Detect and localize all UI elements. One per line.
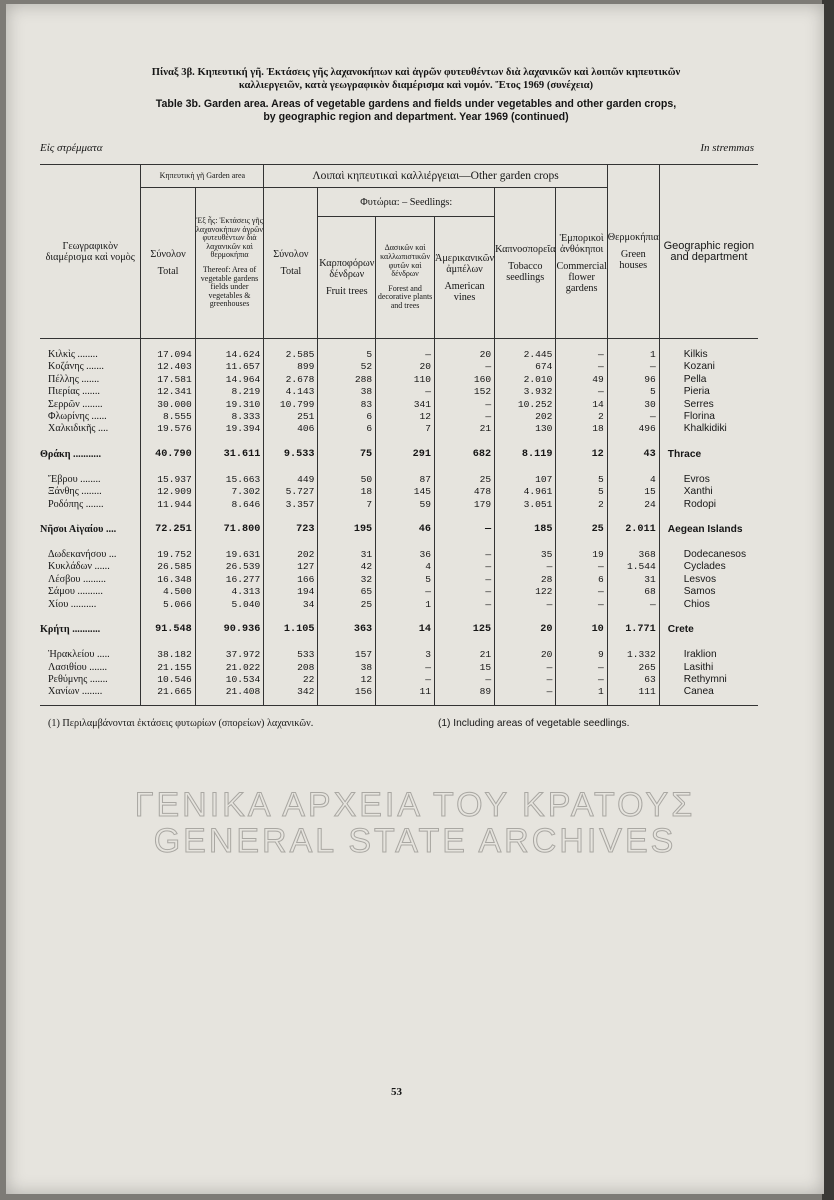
cell-vines: — — [434, 574, 494, 586]
cell-green: 96 — [607, 374, 659, 386]
table-row — [40, 361, 758, 373]
cell-total: 21.665 — [141, 686, 195, 698]
cell-forest: 7 — [376, 423, 435, 435]
cell-thereof: 21.408 — [195, 686, 264, 698]
row-name-english: Serres — [659, 399, 758, 411]
col-flower-gardens: Ἐμπορικοὶ ἀνθόκηποι Commercial flower gardens — [556, 188, 607, 339]
cell-fruit: 6 — [318, 423, 376, 435]
row-name-greek: Θράκη ........... — [40, 448, 102, 460]
cell-green: 43 — [607, 444, 659, 466]
cell-vines: — — [434, 586, 494, 598]
row-name-greek: Νῆσοι Αἰγαίου .... — [40, 524, 117, 536]
cell-forest: 145 — [376, 486, 435, 498]
cell-vines: 15 — [434, 662, 494, 674]
cell-tobacco: 20 — [495, 649, 556, 661]
row-name-greek: Χαλκιδικῆς .... — [48, 423, 109, 435]
row-name-greek: Ἡρακλείου ..... — [48, 649, 110, 661]
cell-fruit: 156 — [318, 686, 376, 698]
row-name-english: Khalkidiki — [659, 423, 758, 435]
cell-fruit: 7 — [318, 499, 376, 511]
cell-vines: — — [434, 549, 494, 561]
cell-fruit: 288 — [318, 374, 376, 386]
row-name-greek: Ἔβρου ........ — [48, 473, 101, 485]
row-name-greek: Χίου .......... — [48, 598, 97, 610]
cell-green: 111 — [607, 686, 659, 698]
cell-green: 15 — [607, 486, 659, 498]
cell-tobacco: 20 — [495, 619, 556, 641]
cell-tobacco: 35 — [495, 549, 556, 561]
unit-greek: Εἰς στρέμματα — [40, 142, 103, 154]
watermark-english: GENERAL STATE ARCHIVES — [153, 822, 677, 860]
cell-ototal: 194 — [264, 586, 318, 598]
table-row — [40, 549, 758, 561]
cell-tobacco: 28 — [495, 574, 556, 586]
table-row — [40, 486, 758, 498]
cell-ototal: 899 — [264, 361, 318, 373]
cell-flower: 14 — [556, 399, 607, 411]
cell-forest: — — [376, 349, 435, 361]
cell-ototal: 10.799 — [264, 399, 318, 411]
cell-total: 17.581 — [141, 374, 195, 386]
cell-fruit: 52 — [318, 361, 376, 373]
scanned-page — [6, 4, 824, 1194]
cell-thereof: 90.936 — [195, 619, 264, 641]
cell-vines: 478 — [434, 486, 494, 498]
cell-tobacco: 202 — [495, 411, 556, 423]
cell-forest: — — [376, 586, 435, 598]
cell-tobacco: 3.932 — [495, 386, 556, 398]
col-tobacco: Καπνοσπορεῖα Tobacco seedlings — [495, 188, 556, 339]
table-row — [40, 599, 758, 611]
cell-thereof: 37.972 — [195, 649, 264, 661]
cell-green: 1 — [607, 349, 659, 361]
row-name-english: Rodopi — [659, 499, 758, 511]
row-name-english: Evros — [659, 474, 758, 486]
table-row — [40, 423, 758, 435]
cell-fruit: 32 — [318, 574, 376, 586]
cell-thereof: 15.663 — [195, 474, 264, 486]
cell-flower: 2 — [556, 499, 607, 511]
cell-vines: — — [434, 519, 494, 541]
cell-tobacco: 130 — [495, 423, 556, 435]
row-name-greek: Λασιθίου ....... — [48, 661, 108, 673]
cell-thereof: 8.333 — [195, 411, 264, 423]
page-number: 53 — [391, 1086, 402, 1098]
cell-ototal: 533 — [264, 649, 318, 661]
cell-green: 30 — [607, 399, 659, 411]
table-row — [40, 349, 758, 361]
col-american-vines: Ἀμερικανικῶν ἀμπέλων American vines — [434, 217, 494, 339]
cell-thereof: 4.313 — [195, 586, 264, 598]
cell-fruit: 6 — [318, 411, 376, 423]
col-greenhouses: Θερμοκήπια Green houses — [607, 165, 659, 339]
row-name-english: Kilkis — [659, 349, 758, 361]
cell-vines: — — [434, 599, 494, 611]
cell-ototal: 9.533 — [264, 444, 318, 466]
cell-total: 21.155 — [141, 662, 195, 674]
region-row — [40, 619, 758, 641]
cell-tobacco: 10.252 — [495, 399, 556, 411]
cell-fruit: 18 — [318, 486, 376, 498]
cell-forest: 4 — [376, 561, 435, 573]
cell-total: 12.909 — [141, 486, 195, 498]
title-greek-line-2: καλλιεργειῶν, κατὰ γεωγραφικὸν διαμέρισμα καὶ νομόν. Ἔτος 1969 (συνέχεια) — [238, 80, 594, 91]
cell-forest: 12 — [376, 411, 435, 423]
cell-vines: 21 — [434, 649, 494, 661]
cell-flower: — — [556, 361, 607, 373]
row-name-english: Lasithi — [659, 662, 758, 674]
cell-thereof: 5.040 — [195, 599, 264, 611]
row-name-greek: Κοζάνης ....... — [48, 361, 104, 373]
cell-tobacco: 3.051 — [495, 499, 556, 511]
cell-total: 17.094 — [141, 349, 195, 361]
cell-thereof: 19.310 — [195, 399, 264, 411]
row-name-english: Pella — [659, 374, 758, 386]
cell-ototal: 251 — [264, 411, 318, 423]
cell-flower: 1 — [556, 686, 607, 698]
cell-total: 11.944 — [141, 499, 195, 511]
cell-ototal: 342 — [264, 686, 318, 698]
cell-ototal: 4.143 — [264, 386, 318, 398]
cell-fruit: 42 — [318, 561, 376, 573]
cell-flower: 12 — [556, 444, 607, 466]
cell-flower: 6 — [556, 574, 607, 586]
table-row — [40, 474, 758, 486]
cell-forest: 11 — [376, 686, 435, 698]
cell-thereof: 11.657 — [195, 361, 264, 373]
cell-green: 4 — [607, 474, 659, 486]
row-name-english: Kozani — [659, 361, 758, 373]
cell-vines: 89 — [434, 686, 494, 698]
cell-green: 68 — [607, 586, 659, 598]
cell-thereof: 71.800 — [195, 519, 264, 541]
cell-fruit: 65 — [318, 586, 376, 598]
cell-tobacco: — — [495, 599, 556, 611]
cell-forest: 3 — [376, 649, 435, 661]
row-name-english: Dodecanesos — [659, 549, 758, 561]
cell-green: 24 — [607, 499, 659, 511]
cell-forest: 291 — [376, 444, 435, 466]
row-name-greek: Φλωρίνης ...... — [48, 411, 107, 423]
cell-thereof: 8.646 — [195, 499, 264, 511]
cell-tobacco: — — [495, 561, 556, 573]
row-name-english: Samos — [659, 586, 758, 598]
footnote-english: (1) Including areas of vegetable seedlings. — [438, 718, 630, 729]
cell-ototal: 2.678 — [264, 374, 318, 386]
cell-thereof: 21.022 — [195, 662, 264, 674]
cell-thereof: 10.534 — [195, 674, 264, 686]
cell-flower: — — [556, 674, 607, 686]
col-region-greek: Γεωγραφικὸν διαμέρισμα καὶ νομὸς — [40, 165, 141, 339]
cell-flower: — — [556, 662, 607, 674]
cell-total: 5.066 — [141, 599, 195, 611]
cell-thereof: 19.631 — [195, 549, 264, 561]
cell-vines: — — [434, 399, 494, 411]
table-row — [40, 686, 758, 698]
table-row — [40, 662, 758, 674]
cell-forest: 36 — [376, 549, 435, 561]
cell-fruit: 31 — [318, 549, 376, 561]
cell-tobacco: 8.119 — [495, 444, 556, 466]
cell-fruit: 38 — [318, 386, 376, 398]
title-english-line-1: Table 3b. Garden area. Areas of vegetable gardens and fields under vegetables and other garden crops, — [155, 98, 677, 110]
cell-total: 72.251 — [141, 519, 195, 541]
cell-total: 12.341 — [141, 386, 195, 398]
cell-total: 19.752 — [141, 549, 195, 561]
cell-total: 10.546 — [141, 674, 195, 686]
cell-total: 30.000 — [141, 399, 195, 411]
cell-green: 1.332 — [607, 649, 659, 661]
cell-vines: 160 — [434, 374, 494, 386]
cell-vines: 682 — [434, 444, 494, 466]
cell-flower: 18 — [556, 423, 607, 435]
cell-ototal: 449 — [264, 474, 318, 486]
watermark-greek: ΓΕΝΙΚΑ ΑΡΧΕΙΑ ΤΟΥ ΚΡΑΤΟΥΣ — [134, 786, 696, 824]
footnote-greek: (1) Περιλαμβάνονται ἐκτάσεις φυτωρίων (σπορείων) λαχανικῶν. — [48, 718, 314, 729]
row-name-english: Pieria — [659, 386, 758, 398]
cell-total: 15.937 — [141, 474, 195, 486]
region-row — [40, 444, 758, 466]
cell-ototal: 5.727 — [264, 486, 318, 498]
cell-forest: — — [376, 674, 435, 686]
cell-forest: 1 — [376, 599, 435, 611]
cell-forest: 5 — [376, 574, 435, 586]
table-row — [40, 586, 758, 598]
col-total: Σύνολον Total — [141, 188, 195, 339]
row-name-greek: Λέσβου ......... — [48, 573, 106, 585]
cell-fruit: 12 — [318, 674, 376, 686]
cell-fruit: 157 — [318, 649, 376, 661]
table-row — [40, 499, 758, 511]
cell-tobacco: 4.961 — [495, 486, 556, 498]
row-name-english: Crete — [659, 619, 758, 641]
col-region-english: Geographic region and department — [659, 165, 758, 339]
cell-green: 2.011 — [607, 519, 659, 541]
cell-ototal: 1.105 — [264, 619, 318, 641]
cell-flower: — — [556, 561, 607, 573]
cell-total: 19.576 — [141, 423, 195, 435]
cell-forest: 87 — [376, 474, 435, 486]
cell-flower: 25 — [556, 519, 607, 541]
cell-fruit: 75 — [318, 444, 376, 466]
cell-ototal: 127 — [264, 561, 318, 573]
table-row — [40, 561, 758, 573]
row-name-english: Florina — [659, 411, 758, 423]
cell-flower: 49 — [556, 374, 607, 386]
cell-tobacco: — — [495, 674, 556, 686]
title-greek-line-1: Πίναξ 3β. Κηπευτική γῆ. Ἐκτάσεις γῆς λαχανοκήπων καὶ ἀγρῶν φυτευθέντων διὰ λαχανικῶν καὶ λοιπῶν κηπευτικῶν — [151, 67, 681, 78]
row-name-greek: Ροδόπης ....... — [48, 498, 104, 510]
row-name-english: Canea — [659, 686, 758, 698]
col-other-crops: Λοιπαὶ κηπευτικαὶ καλλιέργειαι—Other garden crops — [264, 165, 607, 188]
cell-green: 368 — [607, 549, 659, 561]
row-name-english: Iraklion — [659, 649, 758, 661]
cell-tobacco: 107 — [495, 474, 556, 486]
table-row — [40, 374, 758, 386]
cell-ototal: 202 — [264, 549, 318, 561]
row-name-greek: Σάμου .......... — [48, 586, 103, 598]
cell-forest: 20 — [376, 361, 435, 373]
cell-flower: 5 — [556, 474, 607, 486]
cell-fruit: 25 — [318, 599, 376, 611]
row-name-greek: Κυκλάδων ...... — [48, 561, 110, 573]
garden-area-table — [40, 164, 758, 706]
col-other-total: Σύνολον Total — [264, 188, 318, 339]
cell-forest: 59 — [376, 499, 435, 511]
cell-fruit: 195 — [318, 519, 376, 541]
col-fruit-trees: Καρποφόρων δένδρων Fruit trees — [318, 217, 376, 339]
cell-thereof: 14.624 — [195, 349, 264, 361]
cell-vines: — — [434, 674, 494, 686]
cell-ototal: 723 — [264, 519, 318, 541]
cell-fruit: 38 — [318, 662, 376, 674]
cell-thereof: 16.277 — [195, 574, 264, 586]
cell-forest: 110 — [376, 374, 435, 386]
cell-total: 38.182 — [141, 649, 195, 661]
cell-fruit: 83 — [318, 399, 376, 411]
cell-green: 1.771 — [607, 619, 659, 641]
cell-fruit: 50 — [318, 474, 376, 486]
cell-vines: 21 — [434, 423, 494, 435]
table-row — [40, 411, 758, 423]
cell-green: 5 — [607, 386, 659, 398]
row-name-english: Thrace — [659, 444, 758, 466]
row-name-english: Chios — [659, 599, 758, 611]
table-row — [40, 574, 758, 586]
cell-ototal: 166 — [264, 574, 318, 586]
table-row — [40, 399, 758, 411]
cell-forest: 46 — [376, 519, 435, 541]
title-english-line-2: by geographic region and department. Year 1969 (continued) — [263, 111, 569, 123]
cell-tobacco: 2.445 — [495, 349, 556, 361]
row-name-greek: Χανίων ........ — [48, 686, 103, 698]
cell-total: 8.555 — [141, 411, 195, 423]
row-name-greek: Πιερίας ....... — [48, 386, 100, 398]
table-row — [40, 649, 758, 661]
cell-total: 12.403 — [141, 361, 195, 373]
col-garden-area: Κηπευτικὴ γῆ Garden area — [141, 165, 264, 188]
cell-green: 1.544 — [607, 561, 659, 573]
cell-fruit: 363 — [318, 619, 376, 641]
cell-green: 265 — [607, 662, 659, 674]
cell-green: — — [607, 361, 659, 373]
cell-green: — — [607, 599, 659, 611]
cell-total: 91.548 — [141, 619, 195, 641]
cell-thereof: 14.964 — [195, 374, 264, 386]
cell-vines: 179 — [434, 499, 494, 511]
cell-vines: — — [434, 361, 494, 373]
row-name-english: Aegean Islands — [659, 519, 758, 541]
cell-vines: 25 — [434, 474, 494, 486]
cell-ototal: 3.357 — [264, 499, 318, 511]
cell-forest: — — [376, 662, 435, 674]
cell-ototal: 406 — [264, 423, 318, 435]
cell-tobacco: 2.010 — [495, 374, 556, 386]
table-row — [40, 386, 758, 398]
region-row — [40, 519, 758, 541]
cell-tobacco: 122 — [495, 586, 556, 598]
cell-forest: — — [376, 386, 435, 398]
cell-green: 31 — [607, 574, 659, 586]
cell-flower: 9 — [556, 649, 607, 661]
unit-english: In stremmas — [700, 142, 754, 154]
cell-flower: — — [556, 349, 607, 361]
cell-forest: 14 — [376, 619, 435, 641]
cell-total: 4.500 — [141, 586, 195, 598]
cell-ototal: 208 — [264, 662, 318, 674]
table-row — [40, 674, 758, 686]
row-name-greek: Κρήτη ........... — [40, 624, 101, 636]
cell-ototal: 2.585 — [264, 349, 318, 361]
cell-green: 63 — [607, 674, 659, 686]
row-name-greek: Κιλκὶς ........ — [48, 349, 98, 360]
cell-vines: — — [434, 411, 494, 423]
cell-ototal: 22 — [264, 674, 318, 686]
cell-thereof: 19.394 — [195, 423, 264, 435]
cell-tobacco: 674 — [495, 361, 556, 373]
row-name-english: Xanthi — [659, 486, 758, 498]
cell-tobacco: 185 — [495, 519, 556, 541]
table-body — [40, 339, 758, 706]
cell-flower: 19 — [556, 549, 607, 561]
cell-flower: — — [556, 386, 607, 398]
row-name-english: Cyclades — [659, 561, 758, 573]
cell-green: — — [607, 411, 659, 423]
cell-flower: 5 — [556, 486, 607, 498]
row-name-greek: Ρεθύμνης ....... — [48, 673, 108, 685]
col-forest-plants: Δασικῶν καὶ καλλωπιστικῶν φυτῶν καὶ δένδρων Forest and decorative plants and trees — [376, 217, 435, 339]
cell-thereof: 7.302 — [195, 486, 264, 498]
cell-tobacco: — — [495, 686, 556, 698]
cell-vines: — — [434, 561, 494, 573]
row-name-greek: Πέλλης ....... — [48, 373, 100, 385]
cell-total: 26.585 — [141, 561, 195, 573]
cell-flower: 10 — [556, 619, 607, 641]
cell-flower: — — [556, 599, 607, 611]
cell-vines: 20 — [434, 349, 494, 361]
cell-thereof: 31.611 — [195, 444, 264, 466]
cell-vines: 125 — [434, 619, 494, 641]
cell-total: 16.348 — [141, 574, 195, 586]
col-seedlings: Φυτώρια: – Seedlings: — [318, 188, 495, 217]
cell-forest: 341 — [376, 399, 435, 411]
cell-total: 40.790 — [141, 444, 195, 466]
cell-green: 496 — [607, 423, 659, 435]
cell-flower: — — [556, 586, 607, 598]
row-name-english: Rethymni — [659, 674, 758, 686]
col-thereof: Ἐξ ἧς: Ἐκτάσεις γῆς λαχανοκήπων ἀγρῶν φυτευθέντων διὰ λαχανικῶν καὶ θερμοκήπια Thereof: Area of vegetable gardens fields under vegetables & greenhouses — [195, 188, 264, 339]
cell-flower: 2 — [556, 411, 607, 423]
cell-ototal: 34 — [264, 599, 318, 611]
cell-fruit: 5 — [318, 349, 376, 361]
row-name-greek: Δωδεκανήσου ... — [48, 549, 117, 561]
cell-vines: 152 — [434, 386, 494, 398]
cell-thereof: 26.539 — [195, 561, 264, 573]
cell-tobacco: — — [495, 662, 556, 674]
cell-thereof: 8.219 — [195, 386, 264, 398]
row-name-greek: Ξάνθης ........ — [48, 486, 102, 498]
row-name-greek: Σερρῶν ........ — [48, 398, 103, 410]
row-name-english: Lesvos — [659, 574, 758, 586]
